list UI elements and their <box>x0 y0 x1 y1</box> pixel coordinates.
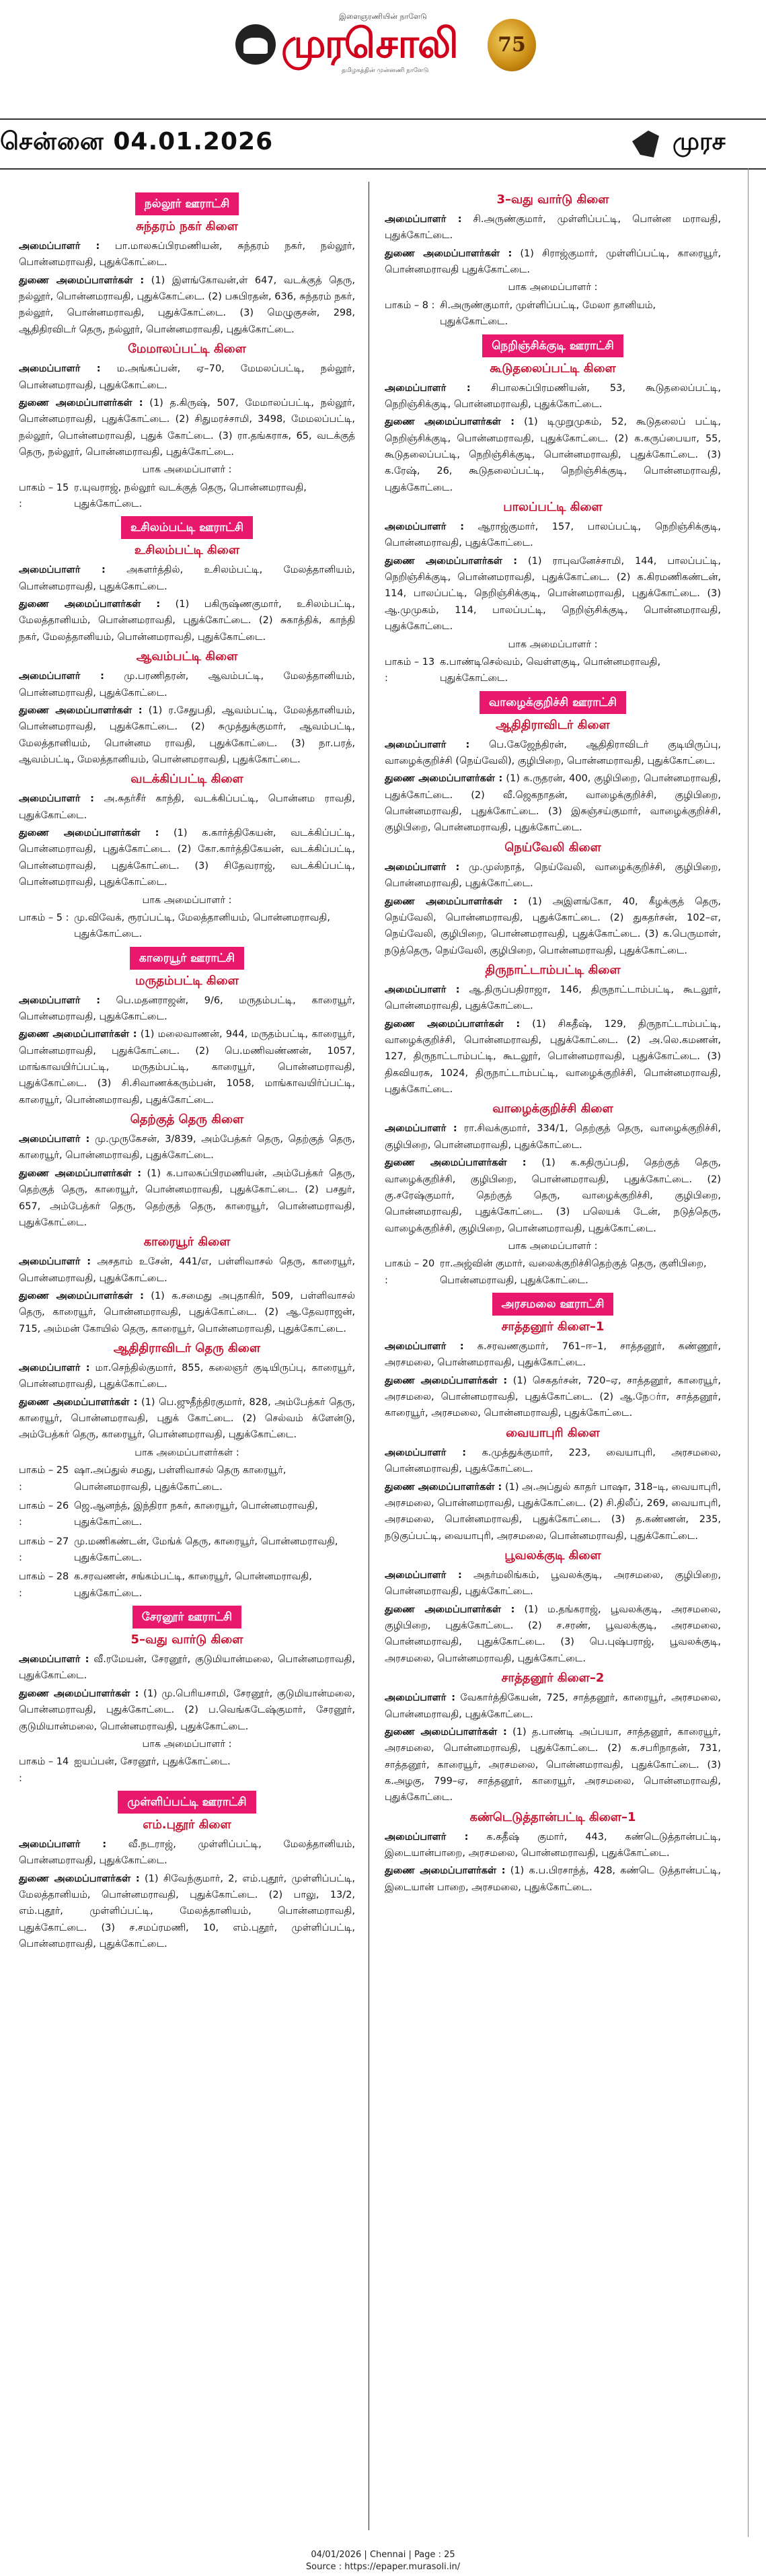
union-heading: வாழைக்குறிச்சி ஊராட்சி <box>480 691 626 714</box>
booth-agent-row <box>19 1498 355 1531</box>
adjacent-page-edge <box>748 168 766 2537</box>
member-details: (1) க.ப.பிரசாந்த், 428, கண்டெ டுத்தான்பட்டி, இடையான் பாறை, அரசமலை, புதுக்கோட்டை. <box>385 1865 721 1893</box>
branch-heading: ஆதிதிராவிடர் கிளை <box>496 717 610 732</box>
booth-number: பாகம் – 8 : <box>385 299 435 311</box>
branch-heading: வாழைக்குறிச்சி கிளை <box>492 1102 613 1116</box>
branch-heading: சாத்தனூர் கிளை–2 <box>501 1671 605 1686</box>
office-bearer-entry <box>19 1131 355 1164</box>
member-details: சிபாலசுப்பிரமணியன், 53, கூடுதலைப்பட்டி, நெறிஞ்சிக்குடி, பொன்னமராவதி, புதுக்கோட்டை. <box>385 382 722 410</box>
office-bearer-entry <box>19 562 355 595</box>
booth-agent-row <box>19 1534 355 1567</box>
branch-heading: காரையூர் கிளை <box>143 1235 231 1250</box>
section-subheading: பாக அமைப்பாளர் : <box>508 1240 598 1252</box>
role-label: துணை அமைப்பாளர்கள் : <box>385 1726 507 1738</box>
member-details: பெ.கேஜேந்திரன், ஆதிதிராவிடர் குடியிருப்பு, வாழைக்குறிச்சி (நெய்வேலி), குழிபிறை, பொன்னமராவதி, புதுக்கோட்டை. <box>385 739 721 766</box>
office-bearer-entry <box>385 1373 721 1422</box>
office-bearer-entry <box>19 1288 355 1337</box>
booth-agent-details: க.சரவணன், சங்கம்பட்டி, காரையூர், பொன்னமராவதி, புதுக்கோட்டை. <box>74 1571 312 1599</box>
office-bearer-entry <box>19 1836 355 1869</box>
role-label: அமைப்பாளர் : <box>385 382 471 394</box>
role-label: அமைப்பாளர் : <box>19 793 94 805</box>
role-label: அமைப்பாளர் : <box>385 214 462 225</box>
section-subheading: பாக அமைப்பாளர் : <box>142 464 232 476</box>
booth-agent-details: சி.அருண்குமார், முள்ளிப்பட்டி, மேலா தானியம், புதுக்கோட்டை. <box>440 299 656 328</box>
booth-number: பாகம் – 5 : <box>19 912 69 923</box>
role-label: அமைப்பாளர் : <box>385 522 465 533</box>
booth-agent-details: ஜெ.ஆனந்த், இந்திரா நகர், காரையூர், பொன்னமராவதி, புதுக்கோட்டை. <box>74 1500 318 1528</box>
office-bearer-entry <box>19 1026 355 1108</box>
member-details: வீ.ரமேயன், சேரனூர், குடுமியான்மலை, பொன்னமராவதி, புதுக்கோட்டை. <box>19 1654 356 1682</box>
union-heading: அரசமலை ஊராட்சி <box>492 1293 614 1316</box>
booth-number: பாகம் – 20 : <box>385 1258 435 1286</box>
logo-wordmark: முரசொலி <box>281 20 457 67</box>
branch-heading: பூவலக்குடி கிளை <box>504 1548 601 1563</box>
role-label: அமைப்பாளர் : <box>19 1363 90 1374</box>
role-label: துணை அமைப்பாளர்கள் : <box>385 555 518 567</box>
member-details: (1) இளங்கோவன்,ள் 647, வடக்குத் தெரு, நல்லூர், பொன்னமராவதி, புதுக்கோட்டை. (2) பசுபிரதன், 636, சுந்தரம் நகர், நல்லூர், பொன்னமராவதி, புதுக்கோட்டை. (3) மெழுகுசன், 298, ஆதிதிரவிடர் தெரு, நல்லூர், பொன்னமராவதி, புதுக்கோட்டை. <box>19 275 355 335</box>
section-subheading: பாக அமைப்பாளர்கள் : <box>135 1447 239 1458</box>
booth-agent-row <box>385 1256 721 1289</box>
member-details: (1) டிமுறுமுகம், 52, கூடுதலைப் பட்டி, நெறிஞ்சிக்குடி, பொன்னமராவதி, புதுக்கோட்டை. (2) க.கருப்பையா, 55, கூடுதலைப்பட்டி, நெறிஞ்சிக்குடி, பொன்னமராவதி, புதுக்கோட்டை. (3) க.ரேஷ், 26, கூடுதலைப்பட்டி, நெறிஞ்சிக்குடி, பொன்னமராவதி, புதுக்கோட்டை. <box>385 417 721 493</box>
member-details: ரா.சிவக்குமார், 334/1, தெற்குத் தெரு, வாழைக்குறிச்சி, குழிபிறை, பொன்னமராவதி, புதுக்கோட்டை. <box>385 1123 721 1151</box>
booth-agent-row <box>385 654 721 687</box>
member-details: (1) அ.அப்துல் காதர் பாஷா, 318–டி, வையாபுரி, அரசமலை, பொன்னமராவதி, புதுக்கோட்டை. (2) சி.திலீப், 269, வையாபுரி, அரசமலை, பொன்னமராவதி, புதுக்கோட்டை. (3) த.கண்ணன், 235, நடுகுப்பட்டி, வையாபுரி, அரசமலை, பொன்னமராவதி, புதுக்கோட்டை. <box>385 1481 721 1542</box>
member-details: ஆராஜ்குமார், 157, பாலப்பட்டி, நெறிஞ்சிக்குடி, பொன்னமராவதி, புதுக்கோட்டை. <box>385 522 721 549</box>
office-bearer-entry <box>385 859 721 892</box>
logo-subtitle: தமிழகத்தின் முன்னணி நாளேடு <box>342 67 429 74</box>
office-bearer-entry <box>19 361 355 394</box>
role-label: அமைப்பாளர் : <box>19 1256 91 1268</box>
member-details: (1) க.ருதரன், 400, குழிபிறை, பொன்னமராவதி, புதுக்கோட்டை. (2) வீ.ஜெகநாதன், வாழைக்குறிச்சி, குழிபிறை, பொன்னமராவதி, புதுக்கோட்டை. (3) இசுஞ்சய்குமார், வாழைக்குறிச்சி, குழிபிறை, பொன்னமராவதி, புதுக்கோட்டை. <box>385 773 721 834</box>
office-bearer-entry <box>19 1686 355 1735</box>
office-bearer-entry <box>19 1254 355 1287</box>
left-column <box>19 188 355 1954</box>
section-subheading: பாக அமைப்பாளர் : <box>142 1738 232 1750</box>
office-bearer-entry <box>19 668 355 701</box>
role-label: துணை அமைப்பாளர்கள் : <box>19 1873 140 1884</box>
union-heading: நல்லூர் ஊராட்சி <box>135 192 239 215</box>
role-label: துணை அமைப்பாளர்கள் : <box>19 1168 142 1179</box>
role-label: துணை அமைப்பாளர்கள் : <box>385 1157 527 1169</box>
section-subheading: பாக அமைப்பாளர் : <box>508 282 598 293</box>
branch-heading: 3–வது வார்டு கிளை <box>496 192 609 207</box>
role-label: அமைப்பாளர் : <box>385 1570 462 1581</box>
office-bearer-entry <box>385 1155 721 1237</box>
branch-heading: உசிலம்பட்டி கிளை <box>134 543 240 558</box>
union-heading: சேரனூர் ஊராட்சி <box>132 1606 241 1629</box>
office-bearer-entry <box>385 414 721 496</box>
office-bearer-entry <box>385 1120 721 1153</box>
booth-agent-details: ரா.அஜ்வின் குமார், வலைக்குறிச்சிதெற்குத் தெரு, குளிபிறை, பொன்னமராவதி, புதுக்கோட்டை. <box>440 1258 707 1286</box>
role-label: அமைப்பாளர் : <box>19 1838 107 1850</box>
emblem-icon <box>235 24 276 65</box>
member-details: அ.சுதர்சீர் காந்தி, வடக்கிப்பட்டி, பொன்னம ராவதி, புதுக்கோட்டை. <box>19 793 355 821</box>
office-bearer-entry <box>385 380 721 413</box>
member-details: (1) ராபுவனேச்சாமி, 144, பாலப்பட்டி, நெறிஞ்சிக்குடி, பொன்னமராவதி, புதுக்கோட்டை. (2) க.கிரமணிகண்டன், 114, பாலப்பட்டி, நெறிஞ்சிக்குடி, பொன்னமராவதி, புதுக்கோட்டை. (3) ஆ.முமுகம், 114, பாலப்பட்டி, நெறிஞ்சிக்குடி, பொன்னமராவதி, புதுக்கோட்டை. <box>385 555 721 633</box>
booth-number: பாகம் – 26 : <box>19 1500 69 1528</box>
branch-heading: மேமாலப்பட்டி கிளை <box>128 342 246 357</box>
branch-heading: 5–வது வார்டு கிளை <box>130 1633 243 1647</box>
member-details: மா.செந்தில்குமார், 855, கலைஞர் குடியிருப்பு, காரையூர், பொன்னமராவதி, புதுக்கோட்டை. <box>19 1363 355 1390</box>
booth-agent-row <box>385 297 721 330</box>
role-label: துணை அமைப்பாளர்கள் : <box>19 1688 139 1699</box>
member-details: ம.அங்கப்பன், ஏ–70, மேமலப்பட்டி, நல்லூர், பொன்னமராவதி, புதுக்கோட்டை. <box>19 363 355 391</box>
branch-heading: ஆவம்பட்டி கிளை <box>136 649 238 664</box>
role-label: அமைப்பாளர் : <box>19 671 104 682</box>
branch-heading: சாத்தனூர் கிளை–1 <box>501 1320 605 1334</box>
office-bearer-entry <box>385 1479 721 1544</box>
role-label: அமைப்பாளர் : <box>19 1134 90 1145</box>
member-details: (1) க.பாலசுப்பிரமணியன், அம்பேத்கர் தெரு, தெற்குத் தெரு, காரையூர், பொன்னமராவதி, புதுக்கோட்டை. (2) பசதுர், 657, அம்பேத்கர் தெரு, தெற்குத் தெரு, காரையூர், பொன்னமராவதி, புதுக்கோட்டை. <box>19 1168 355 1228</box>
office-bearer-entry <box>19 1360 355 1393</box>
masthead-tagline: இளைஞரணியின் நாளேடு <box>339 12 427 21</box>
role-label: அமைப்பாளர் : <box>385 1123 457 1135</box>
role-label: துணை அமைப்பாளர்கள் : <box>19 1290 144 1301</box>
booth-number: பாகம் – 25 : <box>19 1465 69 1493</box>
role-label: அமைப்பாளர் : <box>19 1654 89 1666</box>
office-bearer-entry <box>385 553 721 635</box>
member-details: (1) க.சமைது அபுதாகிர், 509, பள்ளிவாசல் தெரு, காரையூர், பொன்னமராவதி, புதுக்கோட்டை. (2) ஆ.தேவராஜன், 715, அம்மன் கோயில் தெரு, காரையூர், பொன்னமராவதி, புதுக்கோட்டை. <box>19 1290 355 1334</box>
union-heading: முள்ளிப்பட்டி ஊராட்சி <box>118 1791 256 1814</box>
role-label: துணை அமைப்பாளர்கள் : <box>19 1396 138 1408</box>
masthead <box>0 0 766 87</box>
office-bearer-entry <box>385 1724 721 1806</box>
member-details: (1) த.கிருஷ், 507, மேமாலப்பட்டி, நல்லூர், பொன்னமராவதி, புதுக்கோட்டை. (2) சிதுமரச்சாமி, 3498, மேமலப்பட்டி, நல்லூர், பொன்னமராவதி, புதுக் கோட்டை. (3) ரா.தங்கராசு, 65, வடக்குத் தெரு, நல்லூர், பொன்னமராவதி, புதுக்கோட்டை. <box>19 397 356 458</box>
member-details: (1) ர.சேதுபதி, ஆவம்பட்டி, மேலத்தானியம், பொன்னமராவதி, புதுக்கோட்டை. (2) சுமுத்துக்குமார், ஆவம்பட்டி, மேலத்தானியம், பொன்னம ராவதி, புதுக்கோட்டை. (3) நா.பரத், ஆவம்பட்டி, மேலத்தானியம், பொன்னமராவதி, புதுக்கோட்டை. <box>19 705 355 765</box>
role-label: துணை அமைப்பாளர்கள் : <box>19 397 143 408</box>
office-bearer-entry <box>385 1567 721 1600</box>
office-bearer-entry <box>385 1602 721 1667</box>
booth-agent-details: மு.மணிகண்டன், மேங்க் தெரு, காரையூர், பொன்னமராவதி, புதுக்கோட்டை. <box>74 1536 338 1563</box>
member-details: (1) சிராஜ்குமார், முள்ளிப்பட்டி, காரையூர், பொன்னமராவதி புதுக்கோட்டை. <box>385 248 722 276</box>
booth-number: பாகம் – 13 : <box>385 656 435 684</box>
branch-heading: வடக்கிப்பட்டி கிளை <box>130 772 243 787</box>
office-bearer-entry <box>19 1871 355 1953</box>
union-heading: காரையூர் ஊராட்சி <box>130 947 244 970</box>
member-details: மு.முருகேசன், 3/839, அம்பேத்கர் தெரு, தெற்குத் தெரு, காரையூர், பொன்னமராவதி, புதுக்கோட்டை. <box>19 1134 355 1161</box>
role-label: அமைப்பாளர் : <box>385 1831 469 1842</box>
branch-heading: நெய்வேலி கிளை <box>504 840 601 855</box>
dateline-bar <box>0 118 766 170</box>
booth-agent-details: ர.யுவராஜ், நல்லூர் வடக்குத் தெரு, பொன்னமராவதி, புதுக்கோட்டை. <box>74 482 307 510</box>
member-details: (1) க.கார்த்திகேயன், வடக்கிப்பட்டி, பொன்னமராவதி, புதுக்கோட்டை. (2) கோ.கார்த்திகேயன், வடக்கிப்பட்டி, பொன்னமராவதி, புதுக்கோட்டை. (3) சிதேவராஜ், வடக்கிப்பட்டி, பொன்னமராவதி, புதுக்கோட்டை. <box>19 828 355 888</box>
office-bearer-entry <box>19 703 355 768</box>
member-details: பெ.மதனராஜன், 9/6, மருதம்பட்டி, காரையூர், பொன்னமராவதி, புதுக்கோட்டை. <box>19 995 356 1022</box>
branch-heading: திருநாட்டாம்பட்டி கிளை <box>485 962 621 977</box>
office-bearer-entry <box>385 1016 721 1098</box>
booth-agent-details: ஷா.அப்துல் சமது, பள்ளிவாசல் தெரு காரையூர், பொன்னமராவதி, புதுக்கோட்டை. <box>74 1465 286 1493</box>
office-bearer-entry <box>385 1829 721 1862</box>
role-label: துணை அமைப்பாளர்கள் : <box>385 1604 515 1615</box>
member-details: (1) மு.பெரியசாமி, சேரனூர், குடுமியான்மலை, பொன்னமராவதி, புதுக்கோட்டை. (2) ப.வெங்கடேஷ்குமார், சேரனூர், குடுமியான்மலை, பொன்னமராவதி, புதுக்கோட்டை. <box>19 1688 356 1732</box>
office-bearer-entry <box>19 596 355 645</box>
role-label: துணை அமைப்பாளர்கள் : <box>19 599 161 610</box>
role-label: துணை அமைப்பாளர்கள் : <box>19 1029 137 1040</box>
booth-number: பாகம் – 27 : <box>19 1536 69 1563</box>
booth-agent-details: க.பாண்டிசெல்வம், வெள்ளகுடி, பொன்னமராவதி, புதுக்கோட்டை. <box>440 656 661 684</box>
member-details: சி.அருண்குமார், முள்ளிப்பட்டி, பொன்ன மராவதி, புதுக்கோட்டை. <box>385 214 721 242</box>
member-details: (1) பெ.ஜுதீந்திரகுமார், 828, அம்பேத்கர் தெரு, காரையூர், பொன்னமராவதி, புதுக் கோட்டை. (2) செல்வம் க்ளேன்டு, அம்பேத்கர் தெரு, காரையூர், பொன்னமராவதி, புதுக்கோட்டை. <box>19 1396 355 1441</box>
member-details: அதர்மலிங்கம், பூவலக்குடி, அரசமலை, குழிபிறை, பொன்னமராவதி, புதுக்கோட்டை. <box>385 1570 721 1598</box>
branch-heading: பாலப்பட்டி கிளை <box>503 500 603 515</box>
role-label: துணை அமைப்பாளர்கள் : <box>19 828 159 839</box>
booth-agent-details: மு.விவேக், ரூரப்பட்டி, மேலத்தானியம், பொன்னமராவதி, புதுக்கோட்டை. <box>74 912 330 940</box>
right-column <box>385 188 721 1897</box>
footer-source-link[interactable]: Source : https://epaper.murasoli.in/ <box>305 2562 461 2572</box>
branch-heading: மருதம்பட்டி கிளை <box>135 973 239 988</box>
role-label: துணை அமைப்பாளர்கள் : <box>385 1375 508 1386</box>
office-bearer-entry <box>19 238 355 271</box>
member-details: க.சரவணகுமார், 761–ஈ–1, சாத்தனூர், கண்ணூர், அரசமலை, பொன்னமராவதி, புதுக்கோட்டை. <box>385 1341 721 1369</box>
office-bearer-entry <box>19 791 355 824</box>
edition-date: சென்னை 04.01.2026 <box>0 128 274 155</box>
branch-heading: கண்டெடுத்தான்பட்டி கிளை–1 <box>469 1810 636 1824</box>
page-footer <box>0 2549 766 2573</box>
role-label: அமைப்பாளர் : <box>385 984 460 995</box>
member-details: அசதாம் உசேன், 441/எ, பள்ளிவாசல் தெரு, காரையூர், பொன்னமராவதி, புதுக்கோட்டை. <box>19 1256 356 1284</box>
role-label: துணை அமைப்பாளர்கள் : <box>385 773 503 785</box>
footer-page-info: 04/01/2026 | Chennai | Page : 25 <box>311 2550 455 2560</box>
member-details: (1) த.பாண்டி அப்பயா, சாத்தனூர், காரையூர், அரசமலை, பொன்னமராவதி, புதுக்கோட்டை. (2) க.சபரிநாதன், 731, சாத்தனூர், காரையூர், அரசமலை, பொன்னமராவதி, புதுக்கோட்டை. (3) க.அழகு, 799–ஏ, சாத்தனூர், காரையூர், அரசமலை, பொன்னமராவதி, புதுக்கோட்டை. <box>385 1726 721 1803</box>
role-label: துணை அமைப்பாளர்கள் : <box>385 1481 502 1493</box>
role-label: அமைப்பாளர் : <box>385 1341 464 1353</box>
booth-number: பாகம் – 14 : <box>19 1756 69 1784</box>
member-details: மு.முஸ்நாத், நெய்வேலி, வாழைக்குறிச்சி, குழிபிறை, பொன்னமராவதி, புதுக்கோட்டை. <box>385 861 721 890</box>
member-details: (1) அஇளங்கோ, 40, கீழக்குத் தெரு, நெய்வேலி, பொன்னமராவதி, புதுக்கோட்டை. (2) துகதர்சன், 102–எ, நெய்வேலி, குழிபிறை, பொன்னமராவதி, புதுக்கோட்டை. (3) க.பெருமாள், நடுத்தெரு, நெய்வேலி, குழிபிறை, பொன்னமராவதி, புதுக்கோட்டை. <box>385 896 721 956</box>
role-label: அமைப்பாளர் : <box>385 861 460 873</box>
booth-agent-row <box>19 1754 355 1787</box>
office-bearer-entry <box>385 982 721 1015</box>
role-label: துணை அமைப்பாளர்கள் : <box>385 417 515 428</box>
role-label: அமைப்பாளர் : <box>19 565 106 576</box>
booth-number: பாகம் – 15 : <box>19 482 69 510</box>
member-details: (1) பகிருஷ்ணகுமார், உசிலம்பட்டி, மேலத்தானியம், பொன்னமராவதி, புதுக்கோட்டை. (2) சுகாத்திக், காந்தி நகர், மேலத்தானியம், பொன்னமராவதி, புதுக்கோட்டை. <box>19 599 355 643</box>
branch-heading: வையாபுரி கிளை <box>506 1425 600 1440</box>
member-details: வீ.நடராஜ், முள்ளிப்பட்டி, மேலத்தானியம், பொன்னமராவதி, புதுக்கோட்டை. <box>19 1838 355 1867</box>
member-details: (1) செகதர்சன், 720–ஏ, சாத்தனூர், காரையூர், அரசமலை, பொன்னமராவதி, புதுக்கோட்டை. (2) ஆ.நேர்ா, சாத்தனூர், காரையூர், அரசமலை, பொன்னமராவதி, புதுக்கோட்டை. <box>385 1375 721 1419</box>
office-bearer-entry <box>19 273 355 338</box>
role-label: துணை அமைப்பாளர்கள் : <box>385 1865 506 1877</box>
office-bearer-entry <box>385 1338 721 1371</box>
branch-heading: கூடுதலைப்பட்டி கிளை <box>490 361 616 375</box>
office-bearer-entry <box>385 246 721 279</box>
role-label: அமைப்பாளர் : <box>385 739 470 750</box>
booth-agent-row <box>19 1462 355 1495</box>
newspaper-logo[interactable] <box>222 15 545 75</box>
branch-heading: ஆதிதிராவிடர் தெரு கிளை <box>113 1341 261 1356</box>
emblem-mark-icon <box>632 131 659 157</box>
role-label: அமைப்பாளர் : <box>385 1447 467 1458</box>
member-details: க.முத்துக்குமார், 223, வையாபுரி, அரசமலை, பொன்னமராவதி, புதுக்கோட்டை. <box>385 1447 721 1475</box>
role-label: துணை அமைப்பாளர்கள் : <box>385 896 518 907</box>
member-details: அகளர்த்தில், உசிலம்பட்டி, மேலத்தானியம், பொன்னமராவதி, புதுக்கோட்டை. <box>19 565 355 592</box>
office-bearer-entry <box>19 1394 355 1443</box>
member-details: (1) ம.தங்கராஜ், பூவலக்குடி, அரசமலை, குழிபிறை, புதுக்கோட்டை. (2) ச.சரண், பூவலக்குடி, அரசமலை, பொன்னமராவதி, புதுக்கோட்டை. (3) பெ.புஷ்பராஜ், பூவலக்குடி, அரசமலை, பொன்னமராவதி, புதுக்கோட்டை. <box>385 1604 721 1664</box>
office-bearer-entry <box>385 1445 721 1478</box>
office-bearer-entry <box>385 1690 721 1723</box>
member-details: க.கதீஷ் குமார், 443, கண்டெடுத்தான்பட்டி, இடையான்பாறை, அரசமலை, பொன்னமராவதி, புதுக்கோட்டை. <box>385 1831 721 1859</box>
booth-agent-row <box>19 1569 355 1602</box>
member-details: (1) க.கதிருப்பதி, தெற்குத் தெரு, வாழைக்குறிச்சி, குழிபிறை, பொன்னமராவதி, புதுக்கோட்டை. (2) கு.சரேஷ்குமார், தெற்குத் தெரு, வாழைக்குறிச்சி, குழிபிறை, பொன்னமராவதி, புதுக்கோட்டை. (3) பலெயக் டேன், நடுத்தெரு, வாழைக்குறிச்சி, குழிபிறை, பொன்னமராவதி, புதுக்கோட்டை. <box>385 1157 721 1234</box>
branch-heading: சுந்தரம் நகர் கிளை <box>136 219 238 234</box>
member-details: ஆ.திருப்பதிராஜா, 146, திருநாட்டாம்பட்டி, கூடலூர், பொன்னமராவதி, புதுக்கோட்டை. <box>385 984 721 1012</box>
role-label: துணை அமைப்பாளர்கள் : <box>19 705 143 716</box>
role-label: அமைப்பாளர் : <box>19 241 100 252</box>
office-bearer-entry <box>385 771 721 836</box>
role-label: அமைப்பாளர் : <box>385 1692 455 1704</box>
booth-agent-row <box>19 480 355 513</box>
office-bearer-entry <box>385 894 721 959</box>
branch-heading: தெற்குத் தெரு கிளை <box>130 1112 244 1127</box>
office-bearer-entry <box>19 395 355 460</box>
office-bearer-entry <box>385 737 721 770</box>
office-bearer-entry <box>19 1651 355 1684</box>
section-subheading: பாக அமைப்பாளர் : <box>142 894 232 906</box>
role-label: அமைப்பாளர் : <box>19 995 101 1006</box>
role-label: அமைப்பாளர் : <box>19 363 101 375</box>
member-details: மு.பரணிதரன், ஆவம்பட்டி, மேலத்தானியம், பொன்னமராவதி, புதுக்கோட்டை. <box>19 671 355 699</box>
dateline-right-text: முரச <box>673 128 726 155</box>
role-label: துணை அமைப்பாளர்கள் : <box>385 248 512 259</box>
booth-agent-details: ஐயப்பன், சேரனூர், புதுக்கோட்டை. <box>74 1756 231 1768</box>
union-heading: உசிலம்பட்டி ஊராட்சி <box>121 516 253 539</box>
office-bearer-entry <box>19 1166 355 1231</box>
role-label: துணை அமைப்பாளர்கள் : <box>385 1018 521 1030</box>
office-bearer-entry <box>385 211 721 244</box>
union-heading: நெறிஞ்சிக்குடி ஊராட்சி <box>482 334 623 357</box>
member-details: (1) சிவேந்குமார், 2, எம்.புதூர், முள்ளிப்பட்டி, மேலத்தானியம், பொன்னமராவதி, புதுக்கோட்டை. (2) பாலு, 13/2, எம்.புதூர், முள்ளிப்பட்டி, மேலத்தானியம், பொன்னமராவதி, புதுக்கோட்டை. (3) ச.சமப்ரமணி, 10, எம்.புதூர், முள்ளிப்பட்டி, பொன்னமராவதி, புதுக்கோட்டை. <box>19 1873 355 1950</box>
booth-number: பாகம் – 28 : <box>19 1571 69 1599</box>
role-label: துணை அமைப்பாளர்கள் : <box>19 275 145 286</box>
section-subheading: பாக அமைப்பாளர் : <box>508 639 598 650</box>
branch-heading: எம்.புதூர் கிளை <box>143 1817 231 1832</box>
office-bearer-entry <box>385 519 721 552</box>
office-bearer-entry <box>19 825 355 890</box>
office-bearer-entry <box>385 1863 721 1896</box>
anniversary-badge: 75 <box>488 19 536 71</box>
booth-agent-row <box>19 910 355 943</box>
member-details: பா.மாலசுப்பிரமணியன், சுந்தரம் நகர், நல்லூர், பொன்னமராவதி, புதுக்கோட்டை. <box>19 241 356 269</box>
office-bearer-entry <box>19 993 355 1026</box>
member-details: (1) சிகதீஷ், 129, திருநாட்டாம்பட்டி, வாழைக்குறிச்சி, பொன்னமராவதி, புதுக்கோட்டை. (2) அ.லெ.கமணன், 127, திருநாட்டாம்பட்டி, கூடலூர், பொன்னமராவதி, புதுக்கோட்டை. (3) திகவியரசு, 1024, திருநாட்டாம்பட்டி, வாழைக்குறிச்சி, பொன்னமராவதி, புதுக்கோட்டை. <box>385 1018 721 1096</box>
member-details: (1) மலைவாணன், 944, மருதம்பட்டி, காரையூர், பொன்னமராவதி, புதுக்கோட்டை. (2) பெ.மணிவண்ணன், 1057, மாங்காவயிர்ப்பட்டி, மருதம்பட்டி, காரையூர், பொன்னமராவதி, புதுக்கோட்டை. (3) சி.சிவாணக்கரும்பன், 1058, மாங்காவயிர்ப்பட்டி, காரையூர், பொன்னமராவதி, புதுக்கோட்டை. <box>19 1029 355 1106</box>
member-details: வேகார்த்திகேயன், 725, சாத்தனூர், காரையூர், அரசமலை, பொன்னமராவதி, புதுக்கோட்டை. <box>385 1692 722 1720</box>
